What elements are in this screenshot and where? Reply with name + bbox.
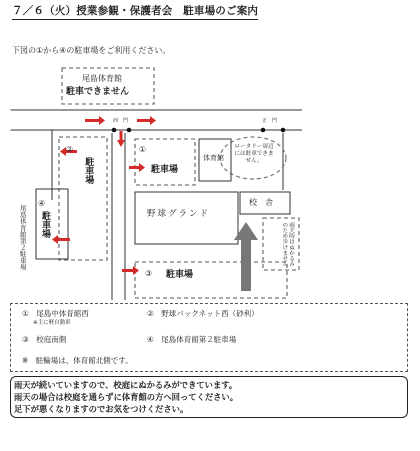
west-gate-label: 西 門 xyxy=(113,118,129,124)
school-label: 校 舎 xyxy=(249,198,273,207)
page-title: ７／６（火）授業参観・保護者会 駐車場のご案内 xyxy=(12,6,258,20)
page-subtitle: 下図の①から④の駐車場をご利用ください。 xyxy=(12,46,171,55)
red-arrow-road-1 xyxy=(85,116,105,125)
notice-line-1: 雨天が続いていますので、校庭にぬかるみができています。 xyxy=(14,380,238,390)
rotary-note: ロータリー周辺には駐車できません。 xyxy=(234,144,274,164)
main-gate-post-left xyxy=(261,128,266,133)
red-arrow-road-2 xyxy=(137,116,156,125)
lot1-label: 駐車場 xyxy=(151,165,179,175)
lot3-label: 駐車場 xyxy=(166,270,194,280)
legend-item-1-note: ※主に軽自動車 xyxy=(33,320,71,326)
legend-item-2: ② 野球バックネット西（砂利） xyxy=(147,309,259,318)
red-arrow-lot1 xyxy=(129,163,145,172)
notice-line-3: 足下が悪くなりますのでお気をつけください。 xyxy=(14,404,189,414)
gym-top-note: 駐車できません xyxy=(66,87,130,97)
gym-label: 体育館 xyxy=(203,154,224,162)
legend-note: ※ 駐輪場は、体育館北側です。 xyxy=(22,356,133,365)
legend-item-3: ③ 校庭南側 xyxy=(22,335,67,344)
lot2-label: 駐車場 xyxy=(83,157,94,184)
main-gate-label: 正 門 xyxy=(262,118,278,124)
main-gate-post-right xyxy=(281,128,286,133)
legend-item-1: ① 尾島中体育館西 xyxy=(22,309,89,318)
gym-top-name: 尾島体育館 xyxy=(82,74,122,83)
lot4-number: ④ xyxy=(38,199,46,208)
red-arrow-lot4 xyxy=(52,235,70,244)
baseball-label: 野球グランド xyxy=(147,209,211,219)
rain-note: 雨天時はぬかるみのため歩けません xyxy=(281,222,294,267)
west-gate-post-right xyxy=(127,128,132,133)
lot4-side-label: 尾島体育館第２駐車場 xyxy=(18,205,27,270)
west-gate-post-left xyxy=(112,128,117,133)
lot3-number: ③ xyxy=(145,269,153,278)
lot1-number: ① xyxy=(139,145,147,154)
notice-line-2: 雨天の場合は校庭を通らずに体育館の方へ回ってください。 xyxy=(14,392,239,402)
lot3-box xyxy=(135,262,287,298)
lot2-box xyxy=(59,137,107,260)
red-arrow-down xyxy=(117,131,125,147)
legend-item-4: ④ 尾島体育館第２駐車場 xyxy=(147,335,237,344)
lot2-number: ② xyxy=(66,145,74,154)
lot4-label: 駐車場 xyxy=(40,211,50,238)
